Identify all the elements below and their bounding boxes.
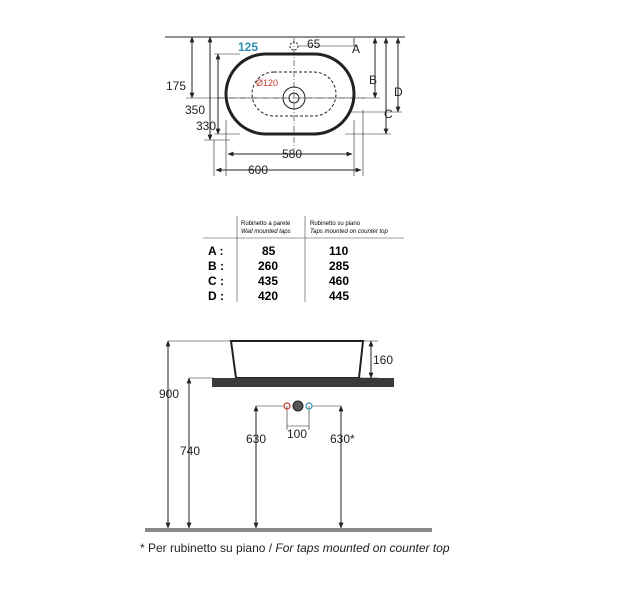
dim-100-label: 100: [287, 427, 308, 441]
svg-text:B :: B :: [208, 259, 224, 273]
svg-text:D :: D :: [208, 289, 224, 303]
svg-text:260: 260: [258, 259, 279, 273]
footnote-english: For taps mounted on counter top: [275, 541, 450, 555]
table-col2-header-it: Rubinetto su piano: [310, 221, 361, 227]
dim-c-letter: C: [384, 107, 393, 121]
table-row: [208, 289, 349, 303]
dimension-table: [203, 216, 404, 303]
countertop: [212, 378, 394, 387]
dim-125-label: 125: [238, 40, 259, 54]
dim-580-label: 580: [282, 147, 303, 161]
dim-350-label: 350: [185, 103, 206, 117]
dim-d-letter: D: [394, 85, 403, 99]
dim-630-left-label: 630: [246, 432, 267, 446]
svg-text:420: 420: [258, 289, 279, 303]
dim-630-right-label: 630*: [330, 432, 355, 446]
dim-waste-dia-label: Ø120: [256, 78, 279, 88]
footnote-italian: * Per rubinetto su piano /: [140, 541, 276, 555]
table-col1-header-en: Wall mounted taps: [241, 229, 291, 235]
floor: [145, 528, 432, 532]
svg-text:460: 460: [329, 274, 350, 288]
basin-outline: [226, 54, 354, 134]
dim-175-label: 175: [166, 79, 187, 93]
dim-330-label: 330: [196, 119, 217, 133]
table-col1-header-it: Rubinetto a parete: [241, 221, 291, 227]
dim-740-label: 740: [180, 444, 201, 458]
svg-text:85: 85: [262, 244, 276, 258]
svg-text:435: 435: [258, 274, 279, 288]
table-row: [208, 244, 349, 258]
svg-text:445: 445: [329, 289, 350, 303]
dim-160-label: 160: [373, 353, 394, 367]
waste-outlet: [293, 401, 303, 411]
basin-profile: [231, 341, 363, 378]
svg-text:C :: C :: [208, 274, 224, 288]
svg-text:110: 110: [329, 244, 349, 258]
table-row: [208, 259, 349, 273]
table-row: [208, 274, 349, 288]
dim-b-letter: B: [369, 73, 378, 87]
svg-text:285: 285: [329, 259, 350, 273]
dim-a-letter: A: [352, 42, 361, 56]
dim-600-label: 600: [248, 163, 269, 177]
footnote: [140, 541, 450, 555]
dim-65-label: 65: [307, 37, 321, 51]
table-col2-header-en: Taps mounted on counter top: [310, 229, 388, 235]
svg-text:A :: A :: [208, 244, 224, 258]
dim-900-label: 900: [159, 387, 180, 401]
